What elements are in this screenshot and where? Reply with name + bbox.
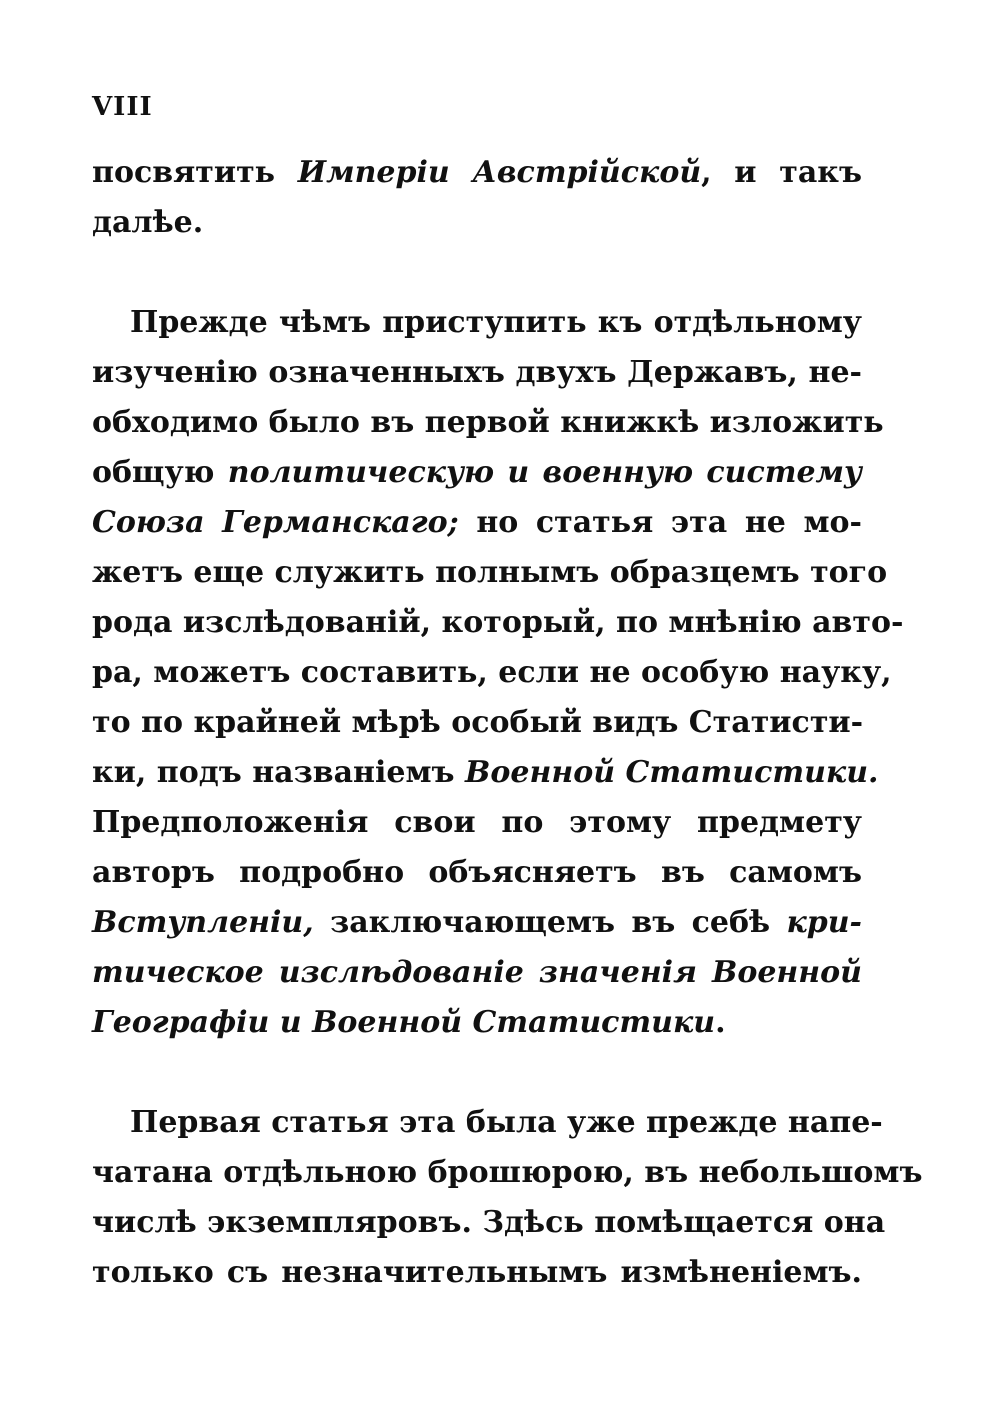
body-text: рода изслѣдованій, который, по мнѣнію авто- xyxy=(92,605,904,640)
text-line xyxy=(92,348,862,398)
body-text: обходимо было въ первой книжкѣ изложить xyxy=(92,405,884,440)
text-line xyxy=(92,1098,883,1148)
text-line xyxy=(92,1148,923,1198)
body-text: Первая статья эта была уже прежде напе- xyxy=(130,1105,883,1140)
page-number: VIII xyxy=(92,92,153,122)
body-text: посвятить xyxy=(92,155,298,190)
body-text: . xyxy=(715,1005,726,1040)
text-line xyxy=(92,748,879,798)
emphasized-text: Вступленіи, xyxy=(92,905,314,940)
body-text: ки, подъ названіемъ xyxy=(92,755,466,790)
text-line xyxy=(92,948,862,998)
emphasized-text: политическую и военную систему xyxy=(227,455,862,490)
text-line xyxy=(92,698,862,748)
paragraph-2 xyxy=(92,298,904,1048)
text-line xyxy=(92,398,884,448)
text-line xyxy=(92,198,862,248)
text-line xyxy=(92,1248,862,1298)
emphasized-text: Союза Германскаго; xyxy=(92,505,459,540)
emphasized-text: тическое изслѣдованіе значенія Военной xyxy=(92,955,862,990)
body-text: далѣе. xyxy=(92,205,204,240)
body-text: , и такъ xyxy=(701,155,862,190)
text-line xyxy=(92,598,904,648)
text-line xyxy=(92,448,862,498)
body-text: чатана отдѣльною брошюрою, въ небольшомъ xyxy=(92,1155,923,1190)
body-text: авторъ подробно объясняетъ въ самомъ xyxy=(92,855,862,890)
text-line xyxy=(92,498,862,548)
paragraph-3 xyxy=(92,1098,923,1298)
body-text: числѣ экземпляровъ. Здѣсь помѣщается она xyxy=(92,1205,886,1240)
text-line xyxy=(92,1198,886,1248)
body-text: ра, можетъ составить, если не особую науку, xyxy=(92,655,892,690)
emphasized-text: Военной Статистики. xyxy=(465,755,879,790)
body-text: Предположенія свои по этому предмету xyxy=(92,805,862,840)
text-line xyxy=(92,898,862,948)
body-text: Прежде чѣмъ приступить къ отдѣльному xyxy=(130,305,862,340)
paragraph-1 xyxy=(92,148,862,248)
body-text: заключающемъ въ себѣ xyxy=(313,905,787,940)
text-line xyxy=(92,648,892,698)
text-line xyxy=(92,148,862,198)
emphasized-text: Географіи и Военной Статистики xyxy=(92,1005,716,1040)
body-text: изученію означенныхъ двухъ Державъ, не- xyxy=(92,355,862,390)
body-text: но статья эта не мо- xyxy=(458,505,862,540)
emphasized-text: Имперіи Австрійской xyxy=(297,155,702,190)
emphasized-text: кри- xyxy=(786,905,862,940)
body-text: жетъ еще служить полнымъ образцемъ того xyxy=(92,555,888,590)
text-line xyxy=(92,998,862,1048)
text-line xyxy=(92,298,862,348)
body-text: то по крайней мѣрѣ особый видъ Статисти- xyxy=(92,705,864,740)
body-text: общую xyxy=(92,455,228,490)
body-text: только съ незначительнымъ измѣненіемъ. xyxy=(92,1255,862,1290)
text-line xyxy=(92,548,888,598)
text-line xyxy=(92,798,862,848)
text-line xyxy=(92,848,862,898)
